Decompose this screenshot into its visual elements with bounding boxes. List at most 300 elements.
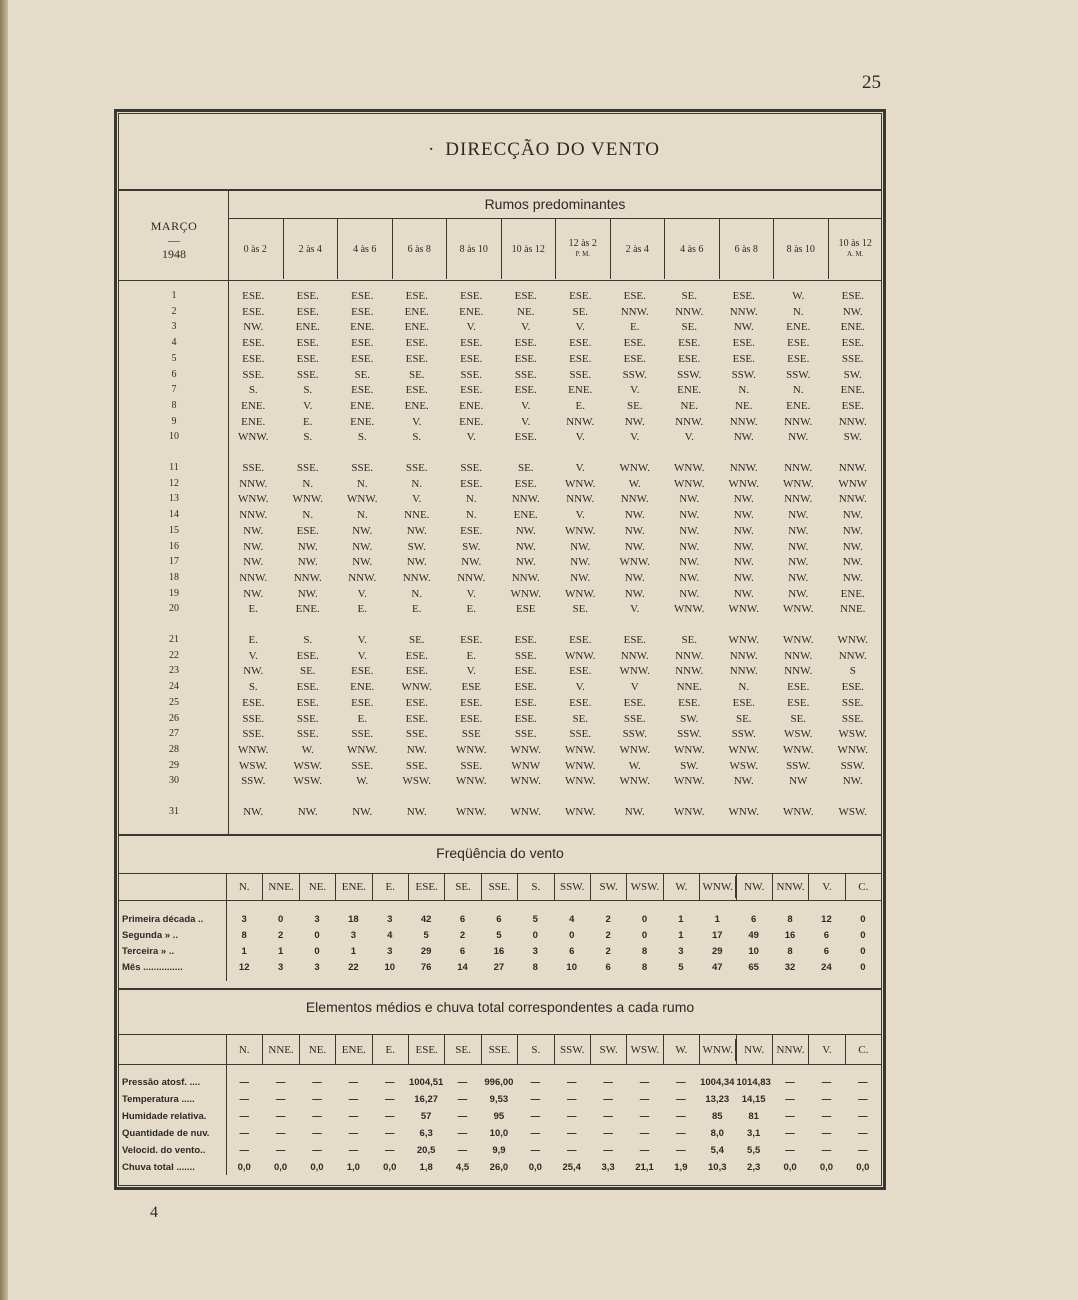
value-cell: 1 bbox=[350, 946, 357, 957]
wind-direction-cell: N. bbox=[465, 509, 477, 522]
wind-direction-cell: ESE. bbox=[460, 524, 483, 537]
value-cell: — bbox=[239, 1077, 249, 1088]
wind-direction-cell: N. bbox=[411, 587, 423, 600]
wind-direction-cell: ESE bbox=[515, 603, 536, 616]
wind-direction-cell: WNW. bbox=[401, 681, 432, 694]
value-cell: 3 bbox=[387, 914, 393, 925]
hour-header bbox=[283, 219, 338, 279]
value-cell: — bbox=[603, 1094, 613, 1105]
value-cell: 1 bbox=[678, 914, 684, 925]
wind-direction-cell: ENE. bbox=[459, 305, 484, 318]
month-name: MARÇO bbox=[150, 219, 198, 233]
wind-direction-cell: ESE. bbox=[787, 681, 810, 694]
elem-column-divider bbox=[372, 1035, 373, 1064]
freq-label-divider bbox=[226, 874, 227, 981]
wind-direction-cell: ESE. bbox=[623, 337, 646, 350]
wind-direction-cell: ESE. bbox=[514, 712, 537, 725]
wind-direction-cell: SE. bbox=[408, 368, 425, 381]
wind-direction-cell: WNW bbox=[838, 477, 868, 490]
direction-header: NW. bbox=[735, 1039, 771, 1061]
wind-direction-cell: SW. bbox=[680, 759, 699, 772]
wind-direction-cell: V bbox=[630, 681, 639, 694]
wind-direction-cell: NW. bbox=[297, 587, 318, 600]
elem-column-divider bbox=[335, 1035, 336, 1064]
table-row bbox=[122, 351, 880, 367]
wind-direction-cell: ESE. bbox=[841, 681, 864, 694]
wind-direction-cell: ESE. bbox=[514, 665, 537, 678]
value-cell: 29 bbox=[711, 946, 723, 957]
value-cell: 0,0 bbox=[310, 1162, 324, 1173]
wind-direction-cell: SSE. bbox=[351, 462, 374, 474]
wind-direction-cell: V. bbox=[357, 634, 367, 646]
value-cell: 29 bbox=[420, 946, 432, 957]
day-number: 23 bbox=[169, 665, 179, 677]
elem-column-divider bbox=[808, 1035, 809, 1064]
wind-direction-cell: V. bbox=[412, 415, 422, 428]
value-cell: — bbox=[566, 1128, 577, 1139]
value-cell: 6 bbox=[459, 914, 466, 925]
wind-direction-cell: WNW. bbox=[783, 603, 814, 616]
table-row bbox=[122, 648, 880, 664]
wind-direction-cell: NW. bbox=[570, 571, 591, 584]
wind-direction-cell: ENE. bbox=[568, 384, 593, 397]
wind-direction-cell: ESE. bbox=[296, 524, 319, 537]
direction-header: SE. bbox=[444, 876, 480, 898]
table-row bbox=[122, 507, 880, 523]
wind-direction-cell: E. bbox=[466, 603, 476, 616]
wind-direction-cell: NNW. bbox=[784, 493, 813, 506]
book-spine bbox=[0, 0, 8, 1300]
value-cell: 5 bbox=[678, 962, 684, 973]
day-number: 21 bbox=[169, 634, 179, 645]
freq-column-divider bbox=[299, 874, 300, 900]
direction-header: SSW. bbox=[554, 876, 590, 898]
wind-direction-cell: V. bbox=[575, 681, 585, 694]
value-cell: — bbox=[639, 1111, 650, 1122]
elem-column-divider bbox=[736, 1035, 737, 1064]
value-cell: 0,0 bbox=[273, 1162, 288, 1173]
wind-direction-cell: E. bbox=[357, 603, 367, 616]
direction-header: E. bbox=[372, 1039, 408, 1061]
wind-direction-cell: ESE. bbox=[405, 384, 428, 397]
wind-direction-cell: N. bbox=[465, 493, 477, 506]
row-label: Pressão atosf. .... bbox=[122, 1077, 201, 1088]
divider-elem-head-top bbox=[118, 1034, 882, 1035]
wind-direction-cell: WNW. bbox=[728, 603, 759, 616]
value-cell: 0 bbox=[860, 930, 866, 941]
page-title bbox=[0, 139, 1078, 161]
wind-direction-cell: WNW. bbox=[783, 634, 814, 646]
table-row bbox=[122, 319, 880, 335]
wind-direction-cell: NNW. bbox=[566, 493, 595, 506]
wind-direction-cell: ESE. bbox=[732, 337, 755, 350]
value-cell: — bbox=[566, 1094, 577, 1105]
wind-direction-cell: WSW. bbox=[293, 759, 323, 772]
wind-direction-cell: E. bbox=[575, 399, 585, 412]
value-cell: 3 bbox=[387, 946, 393, 957]
direction-header: N. bbox=[238, 881, 250, 893]
value-cell: — bbox=[348, 1111, 359, 1122]
value-cell: — bbox=[639, 1077, 650, 1088]
hour-label: 0 às 2 bbox=[243, 243, 267, 255]
value-cell: 996,00 bbox=[484, 1077, 514, 1088]
wind-direction-cell: NW. bbox=[570, 556, 591, 569]
wind-direction-cell: V. bbox=[466, 431, 476, 444]
table-row bbox=[122, 632, 880, 648]
value-cell: 16 bbox=[784, 930, 796, 941]
value-cell: 8 bbox=[641, 962, 648, 973]
wind-direction-cell: WNW. bbox=[674, 462, 705, 474]
table-row bbox=[122, 539, 880, 555]
value-cell: 10,0 bbox=[489, 1128, 509, 1139]
value-cell: 0,0 bbox=[528, 1162, 542, 1173]
table-row bbox=[122, 773, 880, 789]
table-row bbox=[122, 742, 880, 758]
value-cell: 13,23 bbox=[705, 1094, 730, 1105]
wind-direction-cell: NW. bbox=[733, 775, 754, 788]
day-number: 24 bbox=[169, 681, 179, 693]
elem-column-divider bbox=[408, 1035, 409, 1064]
wind-direction-cell: ESE. bbox=[569, 337, 592, 350]
wind-direction-cell: ENE. bbox=[404, 305, 429, 318]
wind-direction-cell: WSW. bbox=[293, 775, 323, 788]
value-cell: — bbox=[312, 1128, 322, 1139]
value-cell: 0,0 bbox=[237, 1162, 251, 1173]
wind-direction-cell: NW. bbox=[243, 540, 264, 553]
wind-direction-cell: NW. bbox=[679, 493, 700, 506]
wind-direction-cell: ESE. bbox=[460, 696, 483, 709]
wind-direction-cell: N. bbox=[792, 384, 804, 397]
value-cell: — bbox=[639, 1094, 650, 1105]
value-cell: 12 bbox=[821, 914, 832, 925]
freq-column-divider bbox=[335, 874, 336, 900]
divider-elem-head-bottom bbox=[118, 1064, 882, 1065]
wind-direction-cell: NW. bbox=[733, 321, 754, 334]
freq-column-divider bbox=[444, 874, 445, 900]
value-cell: — bbox=[348, 1128, 359, 1139]
page-number-top: 25 bbox=[862, 72, 881, 93]
direction-header: C. bbox=[845, 1039, 881, 1061]
wind-direction-cell: ESE. bbox=[514, 337, 537, 350]
wind-direction-cell: WNW. bbox=[674, 603, 705, 616]
day-number: 29 bbox=[169, 759, 179, 771]
value-cell: — bbox=[639, 1128, 650, 1139]
day-number: 20 bbox=[169, 603, 179, 615]
direction-header: NE. bbox=[299, 1039, 335, 1061]
wind-direction-cell: ESE. bbox=[514, 477, 537, 490]
wind-direction-cell: NW. bbox=[679, 540, 700, 553]
value-cell: 1 bbox=[241, 946, 247, 957]
day-number: 27 bbox=[169, 728, 179, 740]
day-number: 25 bbox=[169, 696, 179, 708]
wind-direction-cell: SSE. bbox=[242, 462, 265, 474]
value-cell: 0 bbox=[569, 930, 575, 941]
value-cell: — bbox=[385, 1077, 395, 1088]
wind-direction-cell: ENE. bbox=[350, 415, 375, 428]
table-row bbox=[122, 429, 880, 445]
wind-direction-cell: ENE. bbox=[241, 415, 266, 428]
wind-direction-cell: WNW. bbox=[565, 477, 596, 490]
direction-header: SSE. bbox=[481, 876, 517, 898]
wind-direction-cell: NW. bbox=[788, 431, 809, 444]
day-number: 7 bbox=[171, 384, 177, 396]
value-cell: — bbox=[385, 1094, 395, 1105]
wind-direction-cell: SSW. bbox=[677, 728, 702, 741]
table-row bbox=[226, 1162, 881, 1174]
value-cell: 3 bbox=[678, 946, 684, 957]
elem-column-divider bbox=[590, 1035, 591, 1064]
wind-direction-cell: NNW. bbox=[620, 649, 649, 662]
value-cell: 1,8 bbox=[419, 1162, 433, 1173]
value-cell: 6,3 bbox=[419, 1128, 433, 1139]
freq-column-divider bbox=[626, 874, 627, 900]
value-cell: 8 bbox=[787, 946, 793, 957]
table-row bbox=[122, 554, 880, 570]
direction-header: C. bbox=[845, 876, 881, 898]
wind-direction-cell: NW. bbox=[243, 556, 264, 569]
value-cell: 47 bbox=[711, 962, 723, 973]
day-number: 11 bbox=[169, 462, 179, 473]
hour-header bbox=[555, 219, 610, 279]
wind-direction-cell: SSE. bbox=[514, 649, 537, 662]
value-cell: — bbox=[530, 1145, 541, 1156]
hour-header bbox=[228, 219, 283, 279]
month-label bbox=[122, 219, 226, 261]
direction-header: S. bbox=[517, 876, 553, 898]
value-cell: — bbox=[239, 1111, 249, 1122]
wind-direction-cell: ESE bbox=[461, 681, 482, 694]
wind-direction-cell: V. bbox=[684, 431, 694, 444]
value-cell: 8,0 bbox=[710, 1128, 724, 1139]
wind-direction-cell: V. bbox=[575, 321, 585, 334]
table-row bbox=[122, 414, 880, 430]
hour-label: 10 às 12 bbox=[511, 243, 545, 255]
table-row bbox=[122, 460, 880, 476]
value-cell: — bbox=[239, 1128, 249, 1139]
day-number: 17 bbox=[169, 556, 179, 568]
direction-header: S. bbox=[517, 1039, 553, 1061]
section-header-frequencia: Freqüência do vento bbox=[436, 845, 564, 861]
day-number: 8 bbox=[171, 399, 177, 411]
wind-direction-cell: NNE. bbox=[404, 509, 430, 522]
wind-direction-cell: E. bbox=[412, 603, 422, 616]
value-cell: 3 bbox=[314, 962, 320, 973]
wind-direction-cell: N. bbox=[302, 477, 314, 490]
section-header-rumos: Rumos predominantes bbox=[484, 196, 626, 212]
value-cell: — bbox=[275, 1145, 286, 1156]
value-cell: — bbox=[348, 1077, 359, 1088]
table-row bbox=[122, 663, 880, 679]
day-number: 22 bbox=[169, 649, 179, 661]
wind-direction-cell: NW. bbox=[733, 587, 754, 600]
wind-direction-cell: SSE. bbox=[569, 368, 592, 381]
wind-direction-cell: ESE. bbox=[623, 352, 646, 365]
wind-direction-cell: ESE. bbox=[242, 696, 265, 709]
value-cell: 18 bbox=[348, 914, 359, 925]
table-row bbox=[226, 1145, 881, 1157]
section-header-elementos: Elementos médios e chuva total correspondentes a cada rumo bbox=[305, 999, 695, 1015]
wind-direction-cell: NNE. bbox=[676, 681, 702, 694]
wind-direction-cell: NW. bbox=[788, 509, 809, 522]
wind-direction-cell: W. bbox=[356, 775, 369, 788]
wind-direction-cell: SW. bbox=[843, 431, 862, 444]
value-cell: 6 bbox=[823, 930, 830, 941]
wind-direction-cell: ESE. bbox=[678, 696, 701, 709]
wind-direction-cell: NW. bbox=[297, 806, 318, 818]
hour-header bbox=[664, 219, 719, 279]
wind-direction-cell: NW. bbox=[515, 556, 536, 569]
value-cell: — bbox=[239, 1145, 249, 1156]
wind-direction-cell: SSE. bbox=[514, 368, 537, 381]
value-cell: — bbox=[676, 1128, 686, 1139]
table-row bbox=[122, 726, 880, 742]
freq-column-divider bbox=[262, 874, 263, 900]
wind-direction-cell: WNW. bbox=[347, 493, 378, 506]
wind-direction-cell: ESE. bbox=[405, 352, 428, 365]
wind-direction-cell: V. bbox=[466, 665, 476, 678]
hour-header bbox=[337, 219, 392, 279]
value-cell: — bbox=[821, 1094, 832, 1105]
wind-direction-cell: WNW. bbox=[674, 775, 705, 788]
value-cell: 8 bbox=[787, 914, 793, 925]
wind-direction-cell: ESE. bbox=[405, 665, 428, 678]
wind-direction-cell: WNW. bbox=[837, 743, 868, 756]
wind-direction-cell: SSE. bbox=[569, 728, 592, 741]
wind-direction-cell: NW bbox=[789, 775, 808, 788]
wind-direction-cell: ESE. bbox=[569, 352, 592, 365]
row-label: Chuva total ....... bbox=[122, 1162, 195, 1173]
wind-direction-cell: ESE. bbox=[787, 696, 810, 709]
table-row bbox=[122, 570, 880, 586]
value-cell: — bbox=[457, 1145, 468, 1156]
wind-direction-cell: NW. bbox=[733, 509, 754, 522]
wind-direction-cell: NW. bbox=[679, 556, 700, 569]
wind-direction-cell: WNW. bbox=[565, 743, 596, 756]
wind-direction-cell: NNW. bbox=[239, 509, 268, 522]
wind-direction-cell: WSW. bbox=[729, 759, 759, 772]
value-cell: — bbox=[566, 1077, 577, 1088]
wind-direction-cell: WSW. bbox=[838, 728, 868, 741]
wind-direction-cell: WNW. bbox=[238, 431, 269, 444]
wind-direction-cell: N. bbox=[738, 384, 750, 397]
wind-direction-cell: S. bbox=[303, 634, 313, 646]
wind-direction-cell: V. bbox=[466, 321, 476, 334]
day-number: 15 bbox=[169, 524, 179, 536]
day-number: 16 bbox=[169, 540, 179, 552]
wind-direction-cell: NNW. bbox=[511, 493, 540, 506]
wind-direction-cell: NNW. bbox=[239, 477, 268, 490]
wind-direction-cell: SSE bbox=[461, 728, 481, 741]
value-cell: — bbox=[858, 1094, 868, 1105]
value-cell: — bbox=[385, 1111, 395, 1122]
hour-sublabel: A. M. bbox=[846, 250, 864, 258]
wind-direction-cell: NNW. bbox=[729, 649, 758, 662]
elem-column-divider bbox=[554, 1035, 555, 1064]
value-cell: 2 bbox=[605, 946, 611, 957]
wind-direction-cell: ESE. bbox=[569, 634, 592, 646]
freq-column-divider bbox=[845, 874, 846, 900]
wind-direction-cell: E. bbox=[357, 712, 367, 725]
wind-direction-cell: SSE. bbox=[242, 712, 265, 725]
value-cell: 16,27 bbox=[414, 1094, 439, 1105]
value-cell: 3,1 bbox=[747, 1128, 761, 1139]
wind-direction-cell: NW. bbox=[733, 493, 754, 506]
value-cell: 16 bbox=[493, 946, 505, 957]
wind-direction-cell: NW. bbox=[842, 509, 863, 522]
value-cell: 14,15 bbox=[741, 1094, 766, 1105]
value-cell: — bbox=[566, 1145, 577, 1156]
row-label: Primeira década .. bbox=[122, 914, 204, 925]
value-cell: — bbox=[275, 1128, 286, 1139]
wind-direction-cell: ESE. bbox=[514, 696, 537, 709]
wind-direction-cell: V. bbox=[412, 493, 422, 506]
hour-label: 4 às 6 bbox=[680, 243, 704, 255]
hour-header bbox=[610, 219, 665, 279]
wind-direction-cell: NW. bbox=[733, 540, 754, 553]
wind-direction-cell: SSE. bbox=[405, 462, 428, 474]
wind-direction-cell: NNW. bbox=[457, 571, 486, 584]
value-cell: 22 bbox=[348, 962, 359, 973]
hour-label: 10 às 12 bbox=[838, 238, 872, 249]
wind-direction-cell: NW. bbox=[733, 556, 754, 569]
wind-direction-cell: SSE. bbox=[242, 728, 265, 741]
wind-direction-cell: SSE. bbox=[296, 368, 319, 381]
wind-direction-cell: ESE. bbox=[460, 712, 483, 725]
value-cell: 20,5 bbox=[416, 1145, 436, 1156]
wind-direction-cell: V. bbox=[630, 603, 640, 616]
table-row bbox=[122, 804, 880, 820]
value-cell: — bbox=[858, 1077, 868, 1088]
wind-direction-cell: NNW. bbox=[239, 571, 268, 584]
value-cell: 32 bbox=[784, 962, 796, 973]
wind-direction-cell: NNW. bbox=[675, 649, 704, 662]
wind-direction-cell: WNW bbox=[511, 759, 541, 772]
wind-direction-cell: ESE. bbox=[787, 337, 810, 350]
value-cell: 0,0 bbox=[856, 1162, 870, 1173]
hour-label: 8 às 10 bbox=[786, 243, 815, 255]
freq-column-divider bbox=[736, 874, 737, 900]
wind-direction-cell: ESE. bbox=[623, 634, 646, 646]
value-cell: 2,3 bbox=[747, 1162, 761, 1173]
wind-direction-cell: SSE. bbox=[623, 712, 646, 725]
wind-direction-cell: NE. bbox=[680, 399, 698, 412]
value-cell: 1014,83 bbox=[736, 1077, 771, 1088]
wind-direction-cell: V. bbox=[357, 649, 367, 662]
wind-direction-cell: NW. bbox=[733, 524, 754, 537]
title-text: DIRECÇÃO DO VENTO bbox=[445, 139, 661, 160]
wind-direction-cell: ESE. bbox=[351, 665, 374, 678]
elem-column-divider bbox=[517, 1035, 518, 1064]
value-cell: 3 bbox=[277, 962, 284, 973]
value-cell: 0 bbox=[314, 930, 320, 941]
value-cell: — bbox=[312, 1094, 322, 1105]
value-cell: 6 bbox=[823, 946, 830, 957]
value-cell: 0 bbox=[860, 914, 866, 925]
wind-direction-cell: ESE. bbox=[732, 290, 755, 302]
value-cell: — bbox=[603, 1077, 613, 1088]
wind-direction-cell: V. bbox=[521, 415, 531, 428]
wind-direction-cell: NW. bbox=[624, 806, 645, 818]
table-row bbox=[122, 367, 880, 383]
value-cell: 8 bbox=[241, 930, 247, 941]
value-cell: 10 bbox=[748, 946, 759, 957]
month-dash: — bbox=[168, 233, 180, 247]
wind-direction-cell: SE. bbox=[572, 603, 589, 616]
wind-direction-cell: NNW. bbox=[729, 462, 758, 474]
value-cell: — bbox=[275, 1094, 286, 1105]
wind-direction-cell: V. bbox=[303, 399, 313, 412]
value-cell: 0,0 bbox=[819, 1162, 834, 1173]
